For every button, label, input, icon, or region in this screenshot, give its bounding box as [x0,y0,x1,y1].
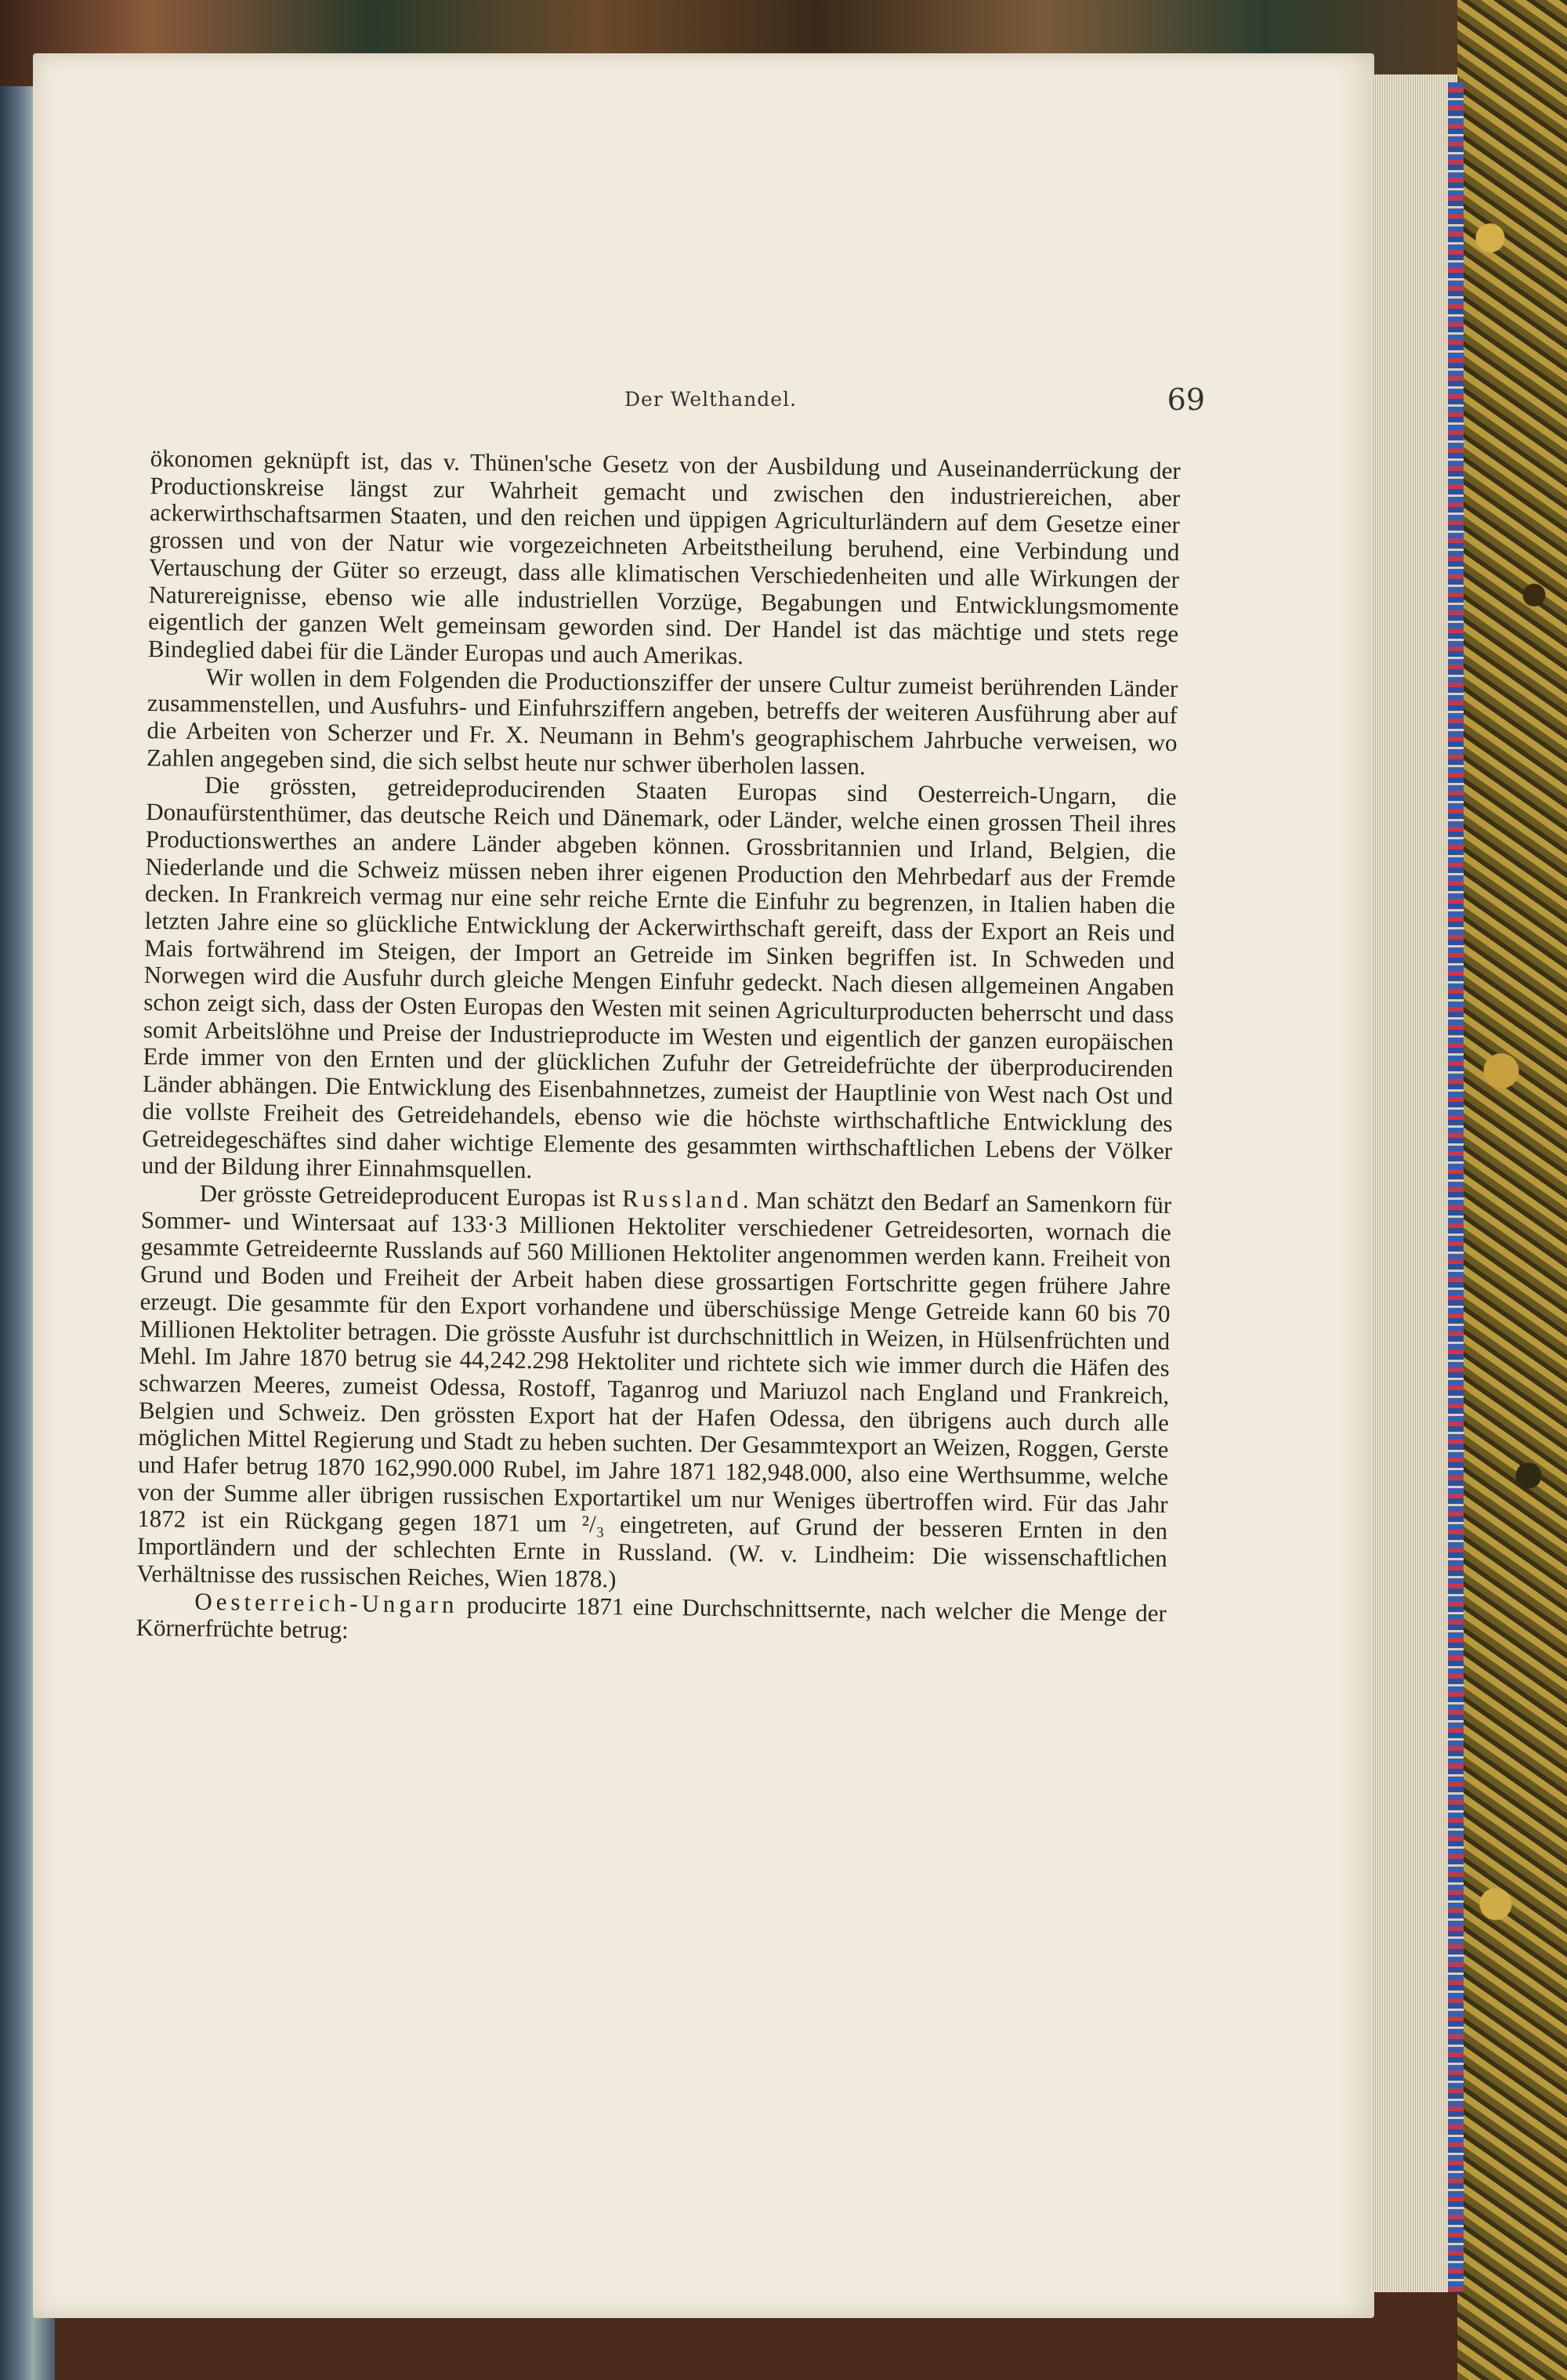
country-name-spaced: Oesterreich-Ungarn [194,1587,458,1618]
body-text [136,445,1181,1654]
paragraph: Wir wollen in dem Folgenden die Productionsziffer der unsere Cultur zumeist berührenden Länder zusammenstellen, und Ausfuhrs- und Einfuhrsziffern angeben, betreffs der weiteren Ausführung aber auf die Arbeiten von Scherzer und Fr. X. Neumann in Behm's geographischem Jahrbuche verweisen, wo Zahlen angegeben sind, die sich selbst heute nur schwer überholen lassen. [146,662,1178,780]
sprinkled-page-edge [1448,82,1464,2292]
paragraph: Die grössten, getreideproducirenden Staaten Europas sind Oesterreich-Ungarn, die Donaufürstenthümer, das deutsche Reich und Dänemark, oder Länder, welche einen grossen Theil ihres Productionswerthes an andere Länder abgeben können. Grossbritannien und Irland, Belgien, die Niederlande und die Schweiz müssen neben ihrer eigenen Production den Mehrbedarf aus der Fremde decken. In Frankreich vermag nur eine sehr reiche Ernte die Einfuhr zu begrenzen, in Italien haben die letzten Jahre eine so glückliche Entwicklung der Ackerwirthschaft gereift, dass der Export an Reis und Mais fortwährend im Steigen, der Import an Getreide im Sinken begriffen ist. In Schweden und Norwegen wird die Ausfuhr durch gleiche Mengen Einfuhr gedeckt. Nach diesen allgemeinen Angaben schon zeigt sich, dass der Osten Europas den Westen mit seinen Agriculturproducten beherrscht und dass somit Arbeitslöhne und Preise der Industrieproducte im Westen und eigentlich der ganzen europäischen Erde immer von den Ernten und der glücklichen Zufuhr der Getreidefrüchte der überproducirenden Länder abhängen. Die Entwicklung des Eisenbahnnetzes, zumeist der Hauptlinie von West nach Ost und die vollste Freiheit des Getreidehandels, ebenso wie die höchste wirthschaftliche Entwicklung des Getreidegeschäftes sind daher wichtige Elemente des gesammten wirthschaftlichen Lebens der Völker und der Bildung ihrer Einnahmsquellen. [141,771,1177,1184]
book-page [33,53,1374,2318]
paragraph: ökonomen geknüpft ist, das v. Thünen'sche Gesetz von der Ausbildung und Auseinanderrückung der Productionskreise längst zur Wahrheit gemacht und zwischen den industriereichen, aber ackerwirthschaftsarmen Staaten, und den reichen und üppigen Agriculturländern auf dem Gesetze einer grossen und von der Natur wie vorgezeichneten Arbeitstheilung beruhend, eine Verbindung und Vertauschung der Güter so erzeugt, dass alle klimatischen Verschiedenheiten und alle Wirkungen der Naturereignisse, ebenso wie alle industriellen Vorzüge, Begabungen und Entwicklungsmomente eigentlich der ganzen Welt gemeinsam geworden sind. Der Handel ist das mächtige und stets rege Bindeglied dabei für die Länder Europas und auch Amerikas. [147,444,1181,670]
running-header: Der Welthandel. [624,388,798,411]
paragraph-text: producirte 1871 eine Durchschnittsernte, nach welcher die Menge der Körnerfrüchte betrug: [136,1590,1167,1644]
paragraph [136,1179,1171,1600]
paragraph-text: . Man schätzt den Bedarf an Samenkorn für Sommer- und Wintersaat auf 133·3 Millionen Hektoliter verschiedener Getreidesorten, wornach die gesammte Getreideernte Russlands auf 560 Millionen Hektoliter angenommen werden kann. Freiheit von Grund und Boden und Freiheit der Arbeit haben diese grossartigen Fortschritte gegen frühere Jahre erzeugt. Die gesammte für den Export vorhandene und überschüssige Menge Getreide kann 60 bis 70 Millionen Hektoliter betragen. Die grösste Ausfuhr ist durchschnittlich in Weizen, in Hülsenfrüchten und Mehl. Im Jahre 1870 betrug sie 44,242.298 Hektoliter und richtete sich wie immer durch die Häfen des schwarzen Meeres, zumeist Odessa, Rostoff, Taganrog und Mariuzol nach England und Frankreich, Belgien und Schweiz. Den grössten Export hat der Hafen Odessa, den übrigens auch durch alle möglichen Mittel Regierung und Stadt zu heben suchten. Der Gesammtexport an Weizen, Roggen, Gerste und Hafer betrug 1870 162,990.000 Rubel, im Jahre 1871 182,948.000, also eine Werthsumme, welche von der Summe aller übrigen russischen Exportartikel um nur Weniges übertroffen wird. Für das Jahr 1872 ist ein Rückgang gegen 1871 um ²/₃ eingetreten, auf Grund der besseren Ernten in den Importländern und der schlechten Ernte in Russland. (W. v. Lindheim: Die wissenschaftlichen Verhältnisse des russischen Reiches, Wien 1878.) [136,1186,1172,1593]
country-name-spaced: Russland [621,1184,744,1214]
paragraph [136,1587,1167,1654]
marbled-endpaper [1457,0,1567,2380]
paragraph-text: Der grösste Getreideproducent Europas ist [199,1179,623,1212]
page-block-edges [1371,74,1457,2292]
page-number: 69 [1167,382,1205,417]
